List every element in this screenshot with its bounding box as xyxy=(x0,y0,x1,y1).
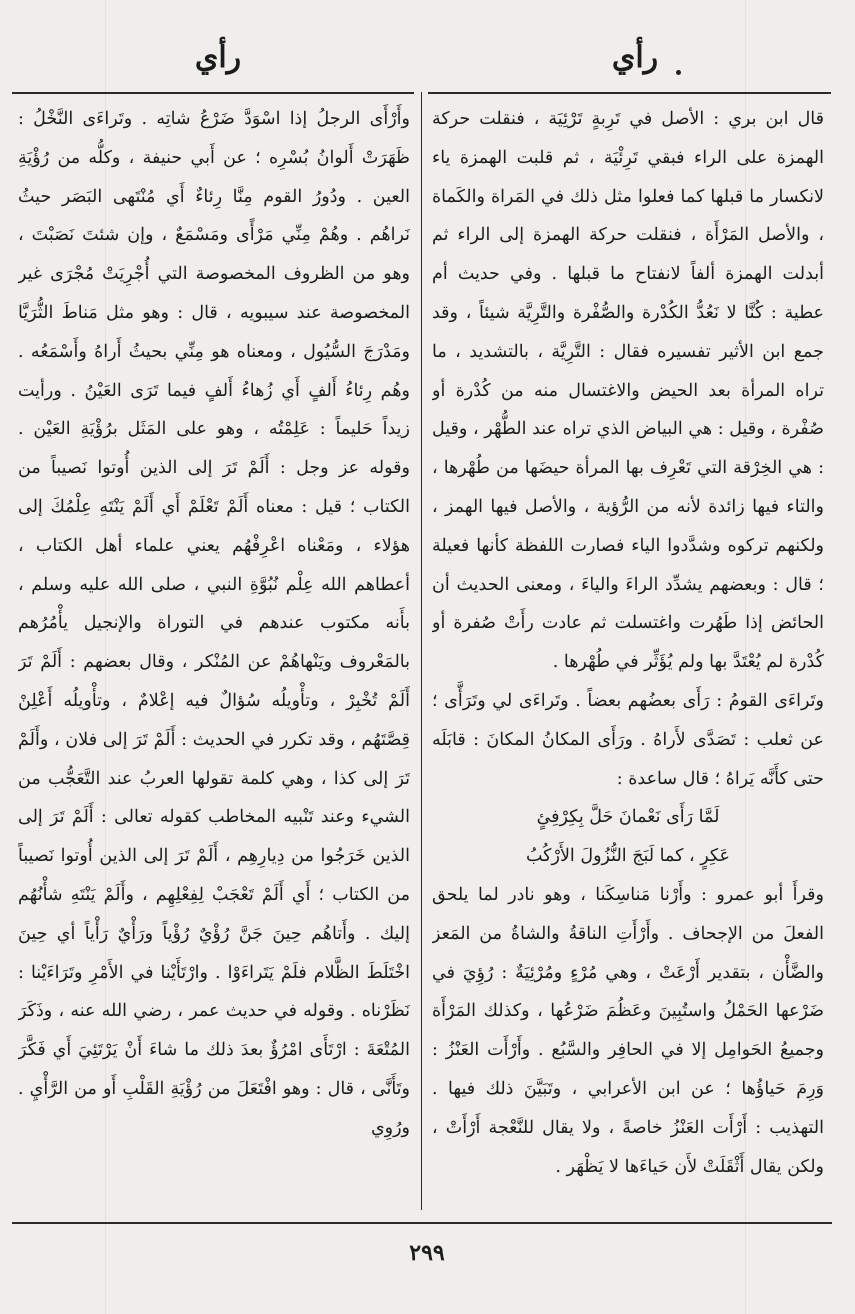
poetry-verse: عَكِرٍ ، كما لَبَجَ النُّزُولَ الأَرْكُبُ xyxy=(525,846,731,867)
entry-paragraph: وقرأَ أبو عمرو : وأَرْنا مَناسِكَنا ، وهو نادر لما يلحق الفعلَ من الإجحاف . وأَرْأَتِ الناقةُ والشاةُ من المَعز والضَّأْن ، بتقدير أَرْعَتْ ، وهي مُرْءٍ ومُرْئِيَةٌ : رُؤِيَ في ضَرْعها الحَمْلُ واستُبِينَ وعَظُمَ ضَرْعُها ، وكذلك المَرْأَة وجميعُ الحَوامِل إلا في الحافِر والسَّبُع . وأَرْأَت العَنْزُ : وَرِمَ حَياؤُها ؛ عن ابن الأعرابي ، وتَبَيَّنَ ذلك فيها . التهذيب : أَرْأَت العَنْزُ خاصةً ، ولا يقال للنَّعْجة أَرْأَتْ ، ولكن يقال أَثْقَلَتْ لأَن حَياءَها لا يَظْهَر . xyxy=(432,884,824,1177)
entry-paragraph: قال ابن بري : الأصل في تَرِبةٍ تَرْئِيَة ، فنقلت حركة الهمزة على الراء فبقي تَرِئْيَة ، ثم قلبت الهمزة ياء لانكسار ما قبلها كما فعلوا مثل ذلك في المَراة والكَماة ، والأصل المَرْأَة ، فنقلت حركة الهمزة إلى الراء ثم أبدلت الهمزة ألفاً لانفتاح ما قبلها . وفي حديث أم عطية : كُنَّا لا نَعُدُّ الكُدْرة والصُّفْرة والتَّرِيَّة شيئاً ، وقد جمع ابن الأثير تفسيره فقال : التَّرِيَّة ، بالتشديد ، ما تراه المرأة بعد الحيض والاغتسال منه من كُدْرة أو صُفْرة ، وقيل : هي البياض الذي تراه عند الطُّهْر ، وقيل : هي الخِرْقة التي تَعْرِف بها المرأة حيضَها من طُهْرها ، والتاء فيها زائدة لأنه من الرُّؤية ، والأصل فيها الهمز ، ولكنهم تركوه وشدَّدوا الياء فصارت اللفظة كأنها فعيلة ؛ قال : وبعضهم يشدِّد الراءَ والياءَ ، ومعنى الحديث أن الحائض إذا طَهُرت واغتسلت ثم عادت رأَتْ صُفرة أو كُدْرة لم يُعْتَدَّ بها ولم يُؤَثِّر في طُهْرها . xyxy=(432,109,824,673)
entry-paragraph: وأَرْأَى الرجلُ إذا اسْوَدَّ ضَرْعُ شاتِه . وتَراءَى النَّخْلُ : ظَهَرَتْ أَلوانُ بُسْرِه ؛ عن أَبي حنيفة ، وكلُّه من رُؤْيَةِ العين . ودُورُ القوم مِنَّا رِئاءٌ أَي مُنْتَهى البَصَر حيثُ نَراهُم . وهُمْ مِنِّي مَرْأًى ومَسْمَعٌ ، وإن شئتَ نَصَبْتَ ، وهو من الظروف المخصوصة التي أُجْرِيَتْ مُجْرَى غير المخصوصة عند سيبويه ، قال : وهو مثل مَناطَ الثُّرَيَّا ومَدْرَجَ السُّيُول ، ومعناه هو مِنِّي بحيثُ أَراهُ وأَسْمَعُه . وهُم رِئاءُ أَلفٍ أَي زُهاءُ أَلفٍ فيما تَرَى العَيْنُ . ورأيت زيداً حَليماً : عَلِمْتُه ، وهو على المَثَل برُؤْيَةِ العَيْن . وقوله عز وجل : أَلَمْ تَرَ إلى الذين أُوتوا نَصيباً من الكتاب ؛ قيل : معناه أَلَمْ تَعْلَمْ أَي أَلَمْ يَنْتَهِ عِلْمُكَ إلى هؤلاء ، ومَعْناه اعْرِفْهُم يعني علماء أهل الكتاب ، أعطاهم الله عِلْم نُبُوَّةِ النبي ، صلى الله عليه وسلم ، بأَنه مكتوب عندهم في التوراة والإنجيل يأْمُرُهم بالمَعْروف ويَنْهاهُمْ عن المُنْكر ، وقال بعضهم : أَلَمْ تَرَ أَلَمْ تُخْبِرْ ، وتأْويلُه سُؤالٌ فيه إعْلامٌ ، وتأْويلُه أَعْلِنْ قِصَّتَهُم ، وقد تكرر في الحديث : أَلَمْ تَرَ إلى فلان ، وأَلَمْ تَرَ إلى كذا ، وهي كلمة تقولها العربُ عند التَّعَجُّب من الشيء وعند تَنْبيه المخاطب كقوله تعالى : أَلَمْ تَرَ إلى الذين خَرَجُوا من دِيارِهِم ، أَلَمْ تَرَ إلى الذين أُوتوا نَصيباً من الكتاب ؛ أَي أَلَمْ تَعْجَبْ لِفِعْلِهِم ، وأَلَمْ يَنْتَهِ شأْنُهُم إليك . وأَتاهُم حِينَ جَنَّ رُؤْيٌ رُؤْياً ورَأْيٌ رَأْياً أي حِينَ اخْتَلَطَ الظَّلام فلَمْ يَتَراءَوْا . وارْتَأَيْنا في الأَمْرِ وتَرَاءَيْنا : نَظَرْناه . وقوله في حديث عمر ، رضي الله عنه ، وذَكَرَ المُتْعَةَ : ارْتَأَى امْرُؤٌ بعدَ ذلك ما شاءَ أَنْ يَرْتَئِيَ أَي فَكَّرَ وتَأَنَّى ، قال : وهو افْتَعَلَ من رُؤْيَةِ القَلْبِ أَو من الرَّأْيِ . ورُوِي xyxy=(18,109,410,1138)
top-rule-left xyxy=(12,92,414,94)
running-header-right: رأي xyxy=(611,40,659,75)
entry-paragraph: وتَراءَى القومُ : رَأَى بعضُهم بعضاً . وتَراءَى لي وتَرَأَّى ؛ عن ثعلب : تَصَدَّى لأَراهُ . ورَأَى المكانُ المكانَ : قابَلَه حتى كأَنَّه يَراهُ ؛ قال ساعدة : xyxy=(432,690,824,789)
top-rule-right xyxy=(428,92,831,94)
page-number: ٢٩٩ xyxy=(409,1240,445,1266)
poetry-verse: لَمَّا رَأَى نَعْمانَ حَلَّ بِكِرْفِئٍ xyxy=(536,807,720,828)
column-divider xyxy=(421,92,422,1210)
header-dot xyxy=(676,70,681,75)
left-column xyxy=(18,100,410,1210)
right-column xyxy=(432,100,824,1210)
bottom-rule xyxy=(12,1222,832,1224)
running-header-left: رأي xyxy=(194,40,242,75)
